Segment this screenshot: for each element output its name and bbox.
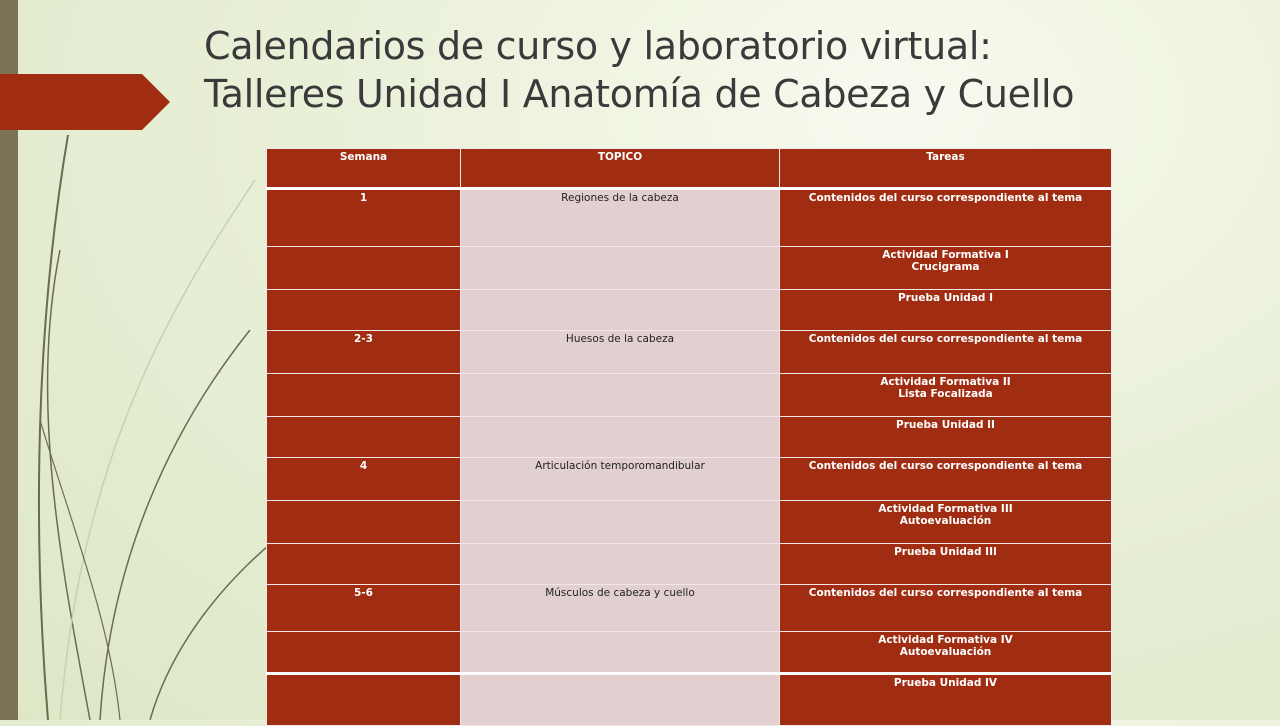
cell-topic: Regiones de la cabeza [461, 189, 780, 247]
table-row [267, 247, 1112, 290]
cell-week [267, 544, 461, 585]
task-line: Prueba Unidad II [896, 419, 995, 431]
cell-task [780, 331, 1112, 374]
task-line: Prueba Unidad IV [893, 677, 998, 689]
header-topico: TOPICO [461, 149, 780, 189]
cell-week [267, 501, 461, 544]
task-line: Contenidos del curso correspondiente al tema [808, 333, 1083, 345]
cell-topic: Huesos de la cabeza [461, 331, 780, 374]
table-row [267, 632, 1112, 674]
cell-week [267, 374, 461, 417]
task-line: Contenidos del curso correspondiente al tema [808, 460, 1083, 472]
task-line: Actividad Formativa I [882, 249, 1009, 261]
cell-topic [461, 544, 780, 585]
cell-topic [461, 632, 780, 674]
header-semana: Semana [267, 149, 461, 189]
task-line: Autoevaluación [899, 646, 992, 658]
table-row [267, 417, 1112, 458]
slide-title [204, 22, 1264, 118]
title-arrow-marker [0, 74, 170, 130]
cell-week [267, 674, 461, 726]
cell-topic [461, 501, 780, 544]
cell-task [780, 374, 1112, 417]
cell-task [780, 585, 1112, 632]
cell-task [780, 632, 1112, 674]
cell-week: 5-6 [267, 585, 461, 632]
cell-task [780, 247, 1112, 290]
slide-title-line2: Talleres Unidad I Anatomía de Cabeza y Cuello [204, 72, 1075, 116]
cell-week: 1 [267, 189, 461, 247]
cell-week: 4 [267, 458, 461, 501]
cell-topic [461, 247, 780, 290]
table-header-row [267, 149, 1112, 189]
cell-week [267, 290, 461, 331]
cell-task [780, 417, 1112, 458]
task-line: Contenidos del curso correspondiente al tema [808, 192, 1083, 204]
cell-task [780, 501, 1112, 544]
table-row [267, 331, 1112, 374]
table-row [267, 458, 1112, 501]
cell-week: 2-3 [267, 331, 461, 374]
cell-topic: Articulación temporomandibular [461, 458, 780, 501]
cell-task [780, 189, 1112, 247]
cell-week [267, 247, 461, 290]
cell-task [780, 544, 1112, 585]
header-tareas: Tareas [780, 149, 1112, 189]
course-calendar-table [266, 148, 1112, 726]
cell-topic [461, 674, 780, 726]
cell-topic [461, 417, 780, 458]
task-line: Lista Focalizada [898, 388, 993, 400]
cell-week [267, 632, 461, 674]
cell-topic: Músculos de cabeza y cuello [461, 585, 780, 632]
table-row [267, 501, 1112, 544]
table-row [267, 585, 1112, 632]
cell-topic [461, 290, 780, 331]
task-line: Actividad Formativa III [878, 503, 1013, 515]
table-row [267, 290, 1112, 331]
task-line: Autoevaluación [899, 515, 992, 527]
table-row [267, 374, 1112, 417]
table-row [267, 674, 1112, 726]
task-line: Actividad Formativa IV [878, 634, 1013, 646]
task-line: Actividad Formativa II [880, 376, 1011, 388]
slide-title-line1: Calendarios de curso y laboratorio virtual: [204, 24, 992, 68]
cell-task [780, 458, 1112, 501]
task-line: Contenidos del curso correspondiente al tema [808, 587, 1083, 599]
task-line: Crucigrama [911, 261, 980, 273]
cell-task [780, 290, 1112, 331]
cell-week [267, 417, 461, 458]
table-row [267, 544, 1112, 585]
cell-topic [461, 374, 780, 417]
table-row [267, 189, 1112, 247]
cell-task [780, 674, 1112, 726]
task-line: Prueba Unidad III [894, 546, 997, 558]
task-line: Prueba Unidad I [897, 292, 993, 304]
